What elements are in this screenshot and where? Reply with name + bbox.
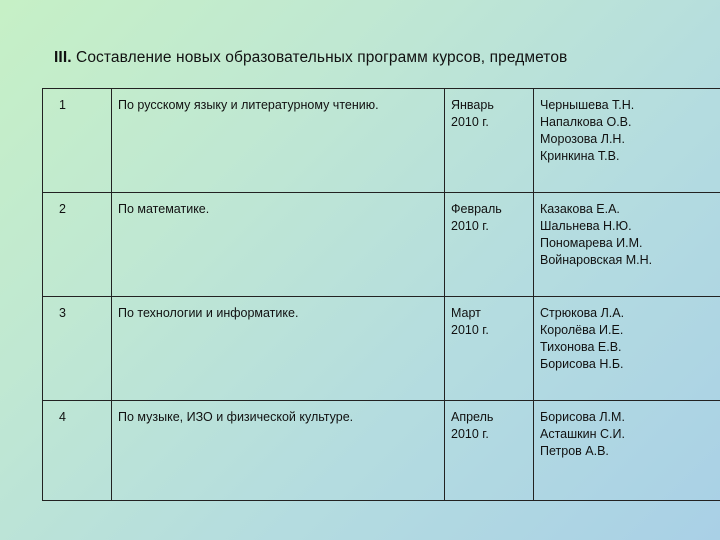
responsible-name: Стрюкова Л.А.	[540, 306, 625, 320]
table-row	[43, 89, 720, 193]
responsible-name: Асташкин С.И.	[540, 427, 625, 441]
date-cell	[445, 89, 534, 193]
table-row	[43, 401, 720, 501]
responsible-cell	[534, 297, 720, 401]
responsible-name: Кринкина Т.В.	[540, 149, 620, 163]
date-cell	[445, 193, 534, 297]
responsible-cell	[534, 89, 720, 193]
date-month: Апрель	[451, 410, 494, 424]
programs-table	[42, 88, 720, 501]
responsible-name: Напалкова О.В.	[540, 115, 632, 129]
table-row	[43, 297, 720, 401]
responsible-cell	[534, 401, 720, 501]
date-year: 2010 г.	[451, 219, 489, 233]
row-number-cell: 1	[43, 89, 112, 193]
row-number-cell: 3	[43, 297, 112, 401]
responsible-name: Войнаровская М.Н.	[540, 253, 653, 267]
row-number-cell: 4	[43, 401, 112, 501]
responsible-name: Чернышева Т.Н.	[540, 98, 635, 112]
date-year: 2010 г.	[451, 115, 489, 129]
date-month: Март	[451, 306, 481, 320]
date-cell	[445, 297, 534, 401]
responsible-name: Морозова Л.Н.	[540, 132, 625, 146]
section-title-text: Составление новых образовательных программ курсов, предметов	[71, 49, 568, 66]
responsible-name: Борисова Н.Б.	[540, 357, 624, 371]
date-year: 2010 г.	[451, 323, 489, 337]
responsible-name: Казакова Е.А.	[540, 202, 620, 216]
responsible-name: Тихонова Е.В.	[540, 340, 622, 354]
responsible-name: Пономарева И.М.	[540, 236, 643, 250]
section-title	[54, 49, 567, 67]
responsible-name: Шальнева Н.Ю.	[540, 219, 632, 233]
responsible-name: Борисова Л.М.	[540, 410, 625, 424]
subject-cell: По технологии и информатике.	[112, 297, 445, 401]
subject-cell: По музыке, ИЗО и физической культуре.	[112, 401, 445, 501]
subject-cell: По русскому языку и литературному чтению.	[112, 89, 445, 193]
date-year: 2010 г.	[451, 427, 489, 441]
date-month: Февраль	[451, 202, 502, 216]
responsible-name: Петров А.В.	[540, 444, 609, 458]
section-number: III.	[54, 49, 72, 66]
row-number-cell: 2	[43, 193, 112, 297]
table-row	[43, 193, 720, 297]
date-month: Январь	[451, 98, 494, 112]
subject-cell: По математике.	[112, 193, 445, 297]
responsible-cell	[534, 193, 720, 297]
responsible-name: Королёва И.Е.	[540, 323, 624, 337]
date-cell	[445, 401, 534, 501]
